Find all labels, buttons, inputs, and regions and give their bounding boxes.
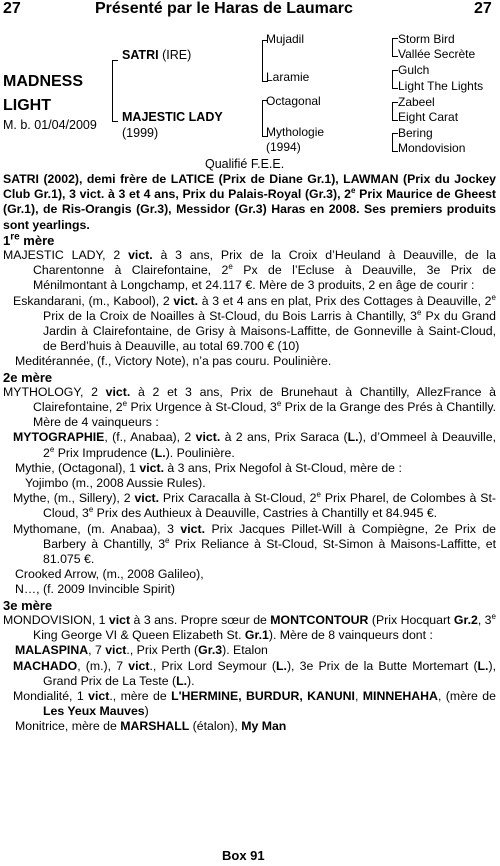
monitrice: Monitrice, mère de MARSHALL (étalon), My Man bbox=[15, 719, 287, 734]
mythe: Mythe, (m., Sillery), 2 vict. Prix Caracalla à St-Cloud, 2e Prix Pharel, de Colombes à St-Cloud, 3e Prix des Authieux à Deauville, Castries à Chantilly et 84.945 €. bbox=[13, 490, 496, 521]
page-number-right: 27 bbox=[474, 0, 492, 17]
horse-name: MADNESS LIGHT bbox=[3, 73, 84, 114]
sire-name: SATRI (IRE) bbox=[122, 48, 192, 62]
catalogue-text bbox=[3, 172, 496, 735]
ggs-1: Storm Bird bbox=[398, 32, 455, 46]
dam-year: (1999) bbox=[122, 126, 159, 140]
ggs-2: Vallée Secrète bbox=[398, 47, 476, 61]
granddam-1: Octagonal bbox=[266, 94, 321, 108]
dam-name: MAJESTIC LADY bbox=[122, 110, 223, 124]
ggs-7: Bering bbox=[398, 126, 433, 140]
granddam-2-year: (1994) bbox=[266, 140, 301, 154]
machado: MACHADO, (m.), 7 vict., Prix Lord Seymour (L.), 3e Prix de la Butte Mortemart (L.), Grand Prix de La Teste (L.). bbox=[13, 658, 496, 688]
grandsire-1: Mujadil bbox=[266, 32, 305, 46]
produce-1: Eskandarani, (m., Kabool), 2 vict. à 3 et 4 ans en plat, Prix des Cottages à Deauville, 2e Prix de la Croix de Noailles à St-Cloud, du Bois Larris à Chantilly, 3e Px du Grand Jardin à Clairefontaine, de Grisy à Maisons-Laffitte, de Gonneville à Saint-Cloud, de Berd’huis à Deauville, au total 69.700 € (10) bbox=[13, 292, 496, 354]
mytographie: MYTOGRAPHIE, (f., Anabaa), 2 vict. à 2 ans, Prix Saraca (L.), d’Ommeel à Deauville, 2e Prix Imprudence (L.). Poulinière. bbox=[13, 430, 496, 460]
granddam-2: Mythologie bbox=[266, 125, 325, 139]
sire-summary: SATRI (2002), demi frère de LATICE (Prix de Diane Gr.1), LAWMAN (Prix du Jockey Club Gr.1), 3 vict. à 3 et 4 ans, Prix du Palais-Royal (Gr.3), 2e Prix Maurice de Gheest (Gr.1), de Ris-Orangis (Gr.3), Messidor (Gr.3) Haras en 2008. Ses premiers produits sont yearlings. bbox=[3, 172, 497, 232]
malaspina: MALASPINA, 7 vict., Prix Perth (Gr.3). Etalon bbox=[15, 643, 268, 658]
third-dam-record: MONDOVISION, 1 vict à 3 ans. Propre sœur de MONTCONTOUR (Prix Hocquart Gr.2, 3e King George VI & Queen Elizabeth St. Gr.1). Mère de 8 vainqueurs dont : bbox=[3, 611, 496, 643]
mondialite: Mondialité, 1 vict., mère de L'HERMINE, BURDUR, KANUNI, MINNEHAHA, (mère de Les Yeux Mauves) bbox=[13, 688, 496, 719]
ggs-4: Light The Lights bbox=[398, 79, 484, 93]
ggs-5: Zabeel bbox=[398, 95, 435, 109]
box-number: Box 91 bbox=[222, 848, 265, 863]
ggs-6: Eight Carat bbox=[398, 110, 459, 124]
section-second-dam: 2e mère bbox=[3, 369, 53, 385]
grandsire-2: Laramie bbox=[266, 70, 310, 84]
mythie: Mythie, (Octagonal), 1 vict. à 3 ans, Prix Negofol à St-Cloud, mère de : bbox=[15, 460, 402, 475]
horse-info: M. b. 01/04/2009 bbox=[3, 118, 97, 132]
second-dam-record: MYTHOLOGY, 2 vict. à 2 et 3 ans, Prix de Brunehaut à Chantilly, AllezFrance à Clairefontaine, 2e Prix Urgence à St-Cloud, 3e Prix de la Grange des Prés à Chantilly. Mère de 4 vainqueurs : bbox=[3, 384, 497, 430]
mythomane: Mythomane, (m. Anabaa), 3 vict. Prix Jacques Pillet-Will à Compiègne, 2e Prix de Barbery à Chantilly, 3e Prix Reliance à St-Cloud, St-Simon à Maisons-Laffitte, et 81.075 €. bbox=[13, 521, 496, 567]
qualification: Qualifié F.E.E. bbox=[205, 157, 285, 171]
section-first-dam: 1re mère bbox=[3, 231, 55, 248]
page-title: Présenté par le Haras de Laumarc bbox=[95, 0, 353, 17]
page-number-left: 27 bbox=[3, 0, 21, 17]
section-third-dam: 3e mère bbox=[3, 597, 53, 613]
produce-2: Meditérannée, (f., Victory Note), n’a pas couru. Poulinière. bbox=[15, 354, 332, 369]
crooked-arrow: Crooked Arrow, (m., 2008 Galileo), bbox=[15, 567, 204, 582]
ggs-8: Mondovision bbox=[398, 141, 466, 155]
n-filly: N…, (f. 2009 Invincible Spirit) bbox=[15, 582, 175, 597]
yojimbo: Yojimbo (m., 2008 Aussie Rules). bbox=[25, 476, 206, 491]
dam-record: MAJESTIC LADY, 2 vict. à 3 ans, Prix de la Croix d’Heuland à Deauville, de la Charentonne à Clairefontaine, 2e Px de l’Ecluse à Deauville, 3e Prix de Ménilmontant à Longchamp, et 24.117 €. Mère de 3 produits, 2 en âge de courir : bbox=[3, 248, 496, 293]
ggs-3: Gulch bbox=[398, 63, 430, 77]
